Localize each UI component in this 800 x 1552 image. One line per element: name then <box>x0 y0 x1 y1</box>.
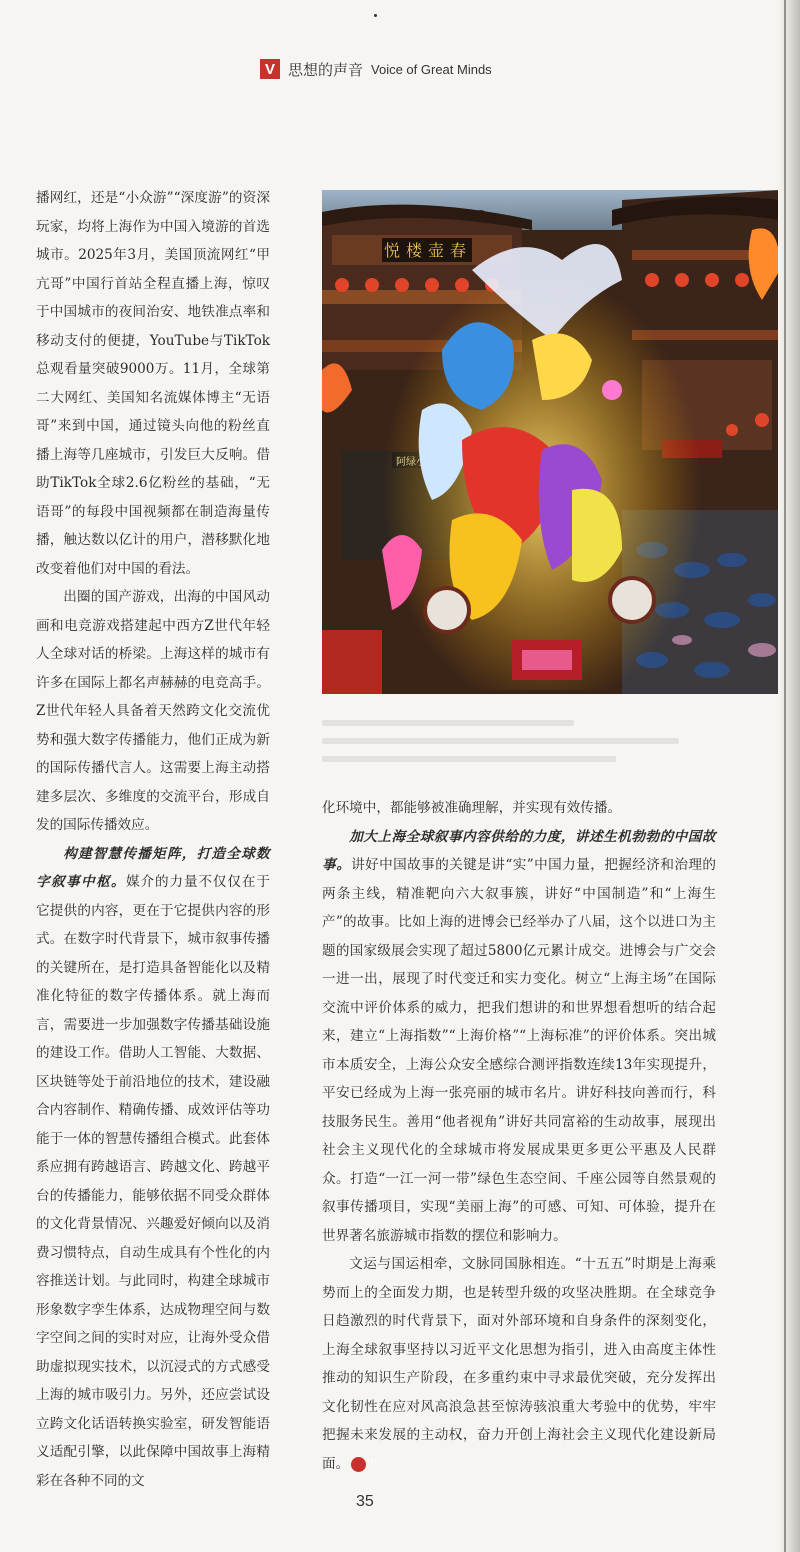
spine-shadow-line <box>784 0 786 1552</box>
page-number: 35 <box>356 1493 374 1510</box>
paragraph: 播网红，还是“小众游”“深度游”的资深玩家，均将上海作为中国入境游的首选城市。2025年3月，美国顶流网红“甲亢哥”中国行首站全程直播上海，惊叹于中国城市的夜间治安、地铁准点率和移动支付的便捷，YouTube与TikTok总观看量突破9000万。11月，全球第二大网红、美国知名流媒体博主“无语哥”来到中国，通过镜头向他的粉丝直播上海等几座城市，引发巨大反响。借助TikTok全球2.6亿粉丝的基础，“无语哥”的每段中国视频都在制造海量传播，触达数以亿计的用户，潜移默化地改变着他们对中国的看法。 <box>36 190 270 577</box>
section-header <box>260 58 492 80</box>
paragraph <box>322 823 716 1251</box>
show-through-text <box>322 708 742 788</box>
right-column <box>322 794 716 1478</box>
paragraph <box>322 1250 716 1478</box>
lantern-photo-illustration <box>322 190 780 694</box>
section-badge: V <box>260 59 280 79</box>
paragraph-body: 讲好中国故事的关键是讲“实”中国力量，把握经济和治理的两条主线，精准靶向六大叙事簇，讲好“中国制造”和“上海生产”的故事。比如上海的进博会已经举办了八届，这个以进口为主题的国家级展会实现了超过5800亿元累计成交。进博会与广交会一进一出，展现了时代变迁和实力变化。树立“上海主场”在国际交流中评价体系的威力，把我们想讲的和世界想看想听的结合起来，建立“上海指数”“上海价格”“上海标准”的评价体系。突出城市本质安全，上海公众安全感综合测评指数连续13年实现提升，平安已经成为上海一张亮丽的城市名片。讲好科技向善而行，科技服务民生。善用“他者视角”讲好共同富裕的生动故事，展现出社会主义现代化的全球城市将发展成果更多更公平惠及人民群众。打造“一江一河一带”绿色生态空间、千座公园等自然景观的叙事传播项目，实现“美丽上海”的可感、可知、可体验，提升在世界著名旅游城市指数的摆位和影响力。 <box>322 857 717 1244</box>
paragraph: 出圈的国产游戏，出海的中国风动画和电竞游戏搭建起中西方Z世代年轻人全球对话的桥梁。上海这样的城市有许多在国际上都名声赫赫的电竞高手。Z世代年轻人具备着天然跨文化交流优势和强大数字传播能力，他们正成为新的国际传播代言人。这需要上海主动搭建多层次、多维度的交流平台，形成自发的国际传播效应。 <box>36 589 270 833</box>
lantern-festival-photo <box>322 190 780 694</box>
section-title-en: Voice of Great Minds <box>371 61 492 77</box>
page-spine <box>778 0 800 1552</box>
paragraph <box>36 840 270 1496</box>
end-mark-icon: 中 <box>351 1457 366 1472</box>
paragraph-lead: 构建智慧传播矩阵，打造全球数字叙事中枢。 <box>36 845 270 890</box>
left-column <box>36 184 270 1495</box>
paragraph: 化环境中，都能够被准确理解，并实现有效传播。 <box>322 800 622 816</box>
print-dot <box>374 14 377 17</box>
paragraph-body: 媒介的力量不仅仅在于它提供的内容，更在于它提供内容的形式。在数字时代背景下，城市叙事传播的关键所在，是打造具备智能化以及精准化特征的数字传播体系。就上海而言，需要进一步加强数字传播基础设施的建设工作。借助人工智能、大数据、区块链等处于前沿地位的技术，建设融合内容制作、精确传播、成效评估等功能于一体的智慧传播组合模式。此套体系应拥有跨越语言、跨越文化、跨越平台的传播能力，能够依据不同受众群体的文化背景情况、兴趣爱好倾向以及消费习惯特点，自动生成具有个性化的内容推送计划。与此同时，构建全球城市形象数字孪生体系，达成物理空间与数字空间之间的实时对应，让海外受众借助虚拟现实技术，以沉浸式的方式感受上海的城市吸引力。另外，还应尝试设立跨文化话语转换实验室，研发智能语义适配引擎，以此保障中国故事上海精彩在各种不同的文 <box>36 874 271 1489</box>
paragraph-body: 文运与国运相牵，文脉同国脉相连。“十五五”时期是上海乘势而上的全面发力期，也是转型升级的攻坚决胜期。在全球竞争日趋激烈的时代背景下，面对外部环境和自身条件的深刻变化，上海全球叙事坚持以习近平文化思想为指引，进入由高度主体性推动的知识生产阶段，在多重约束中寻求最优突破，充分发挥出文化韧性在应对风高浪急甚至惊涛骇浪重大考验中的优势，牢牢把握未来发展的主动权，奋力开创上海社会主义现代化建设新局面。 <box>322 1256 716 1472</box>
paragraph-lead: 加大上海全球叙事内容供给的力度，讲述生机勃勃的中国故事。 <box>322 828 716 873</box>
section-title-cn: 思想的声音 <box>288 60 364 79</box>
